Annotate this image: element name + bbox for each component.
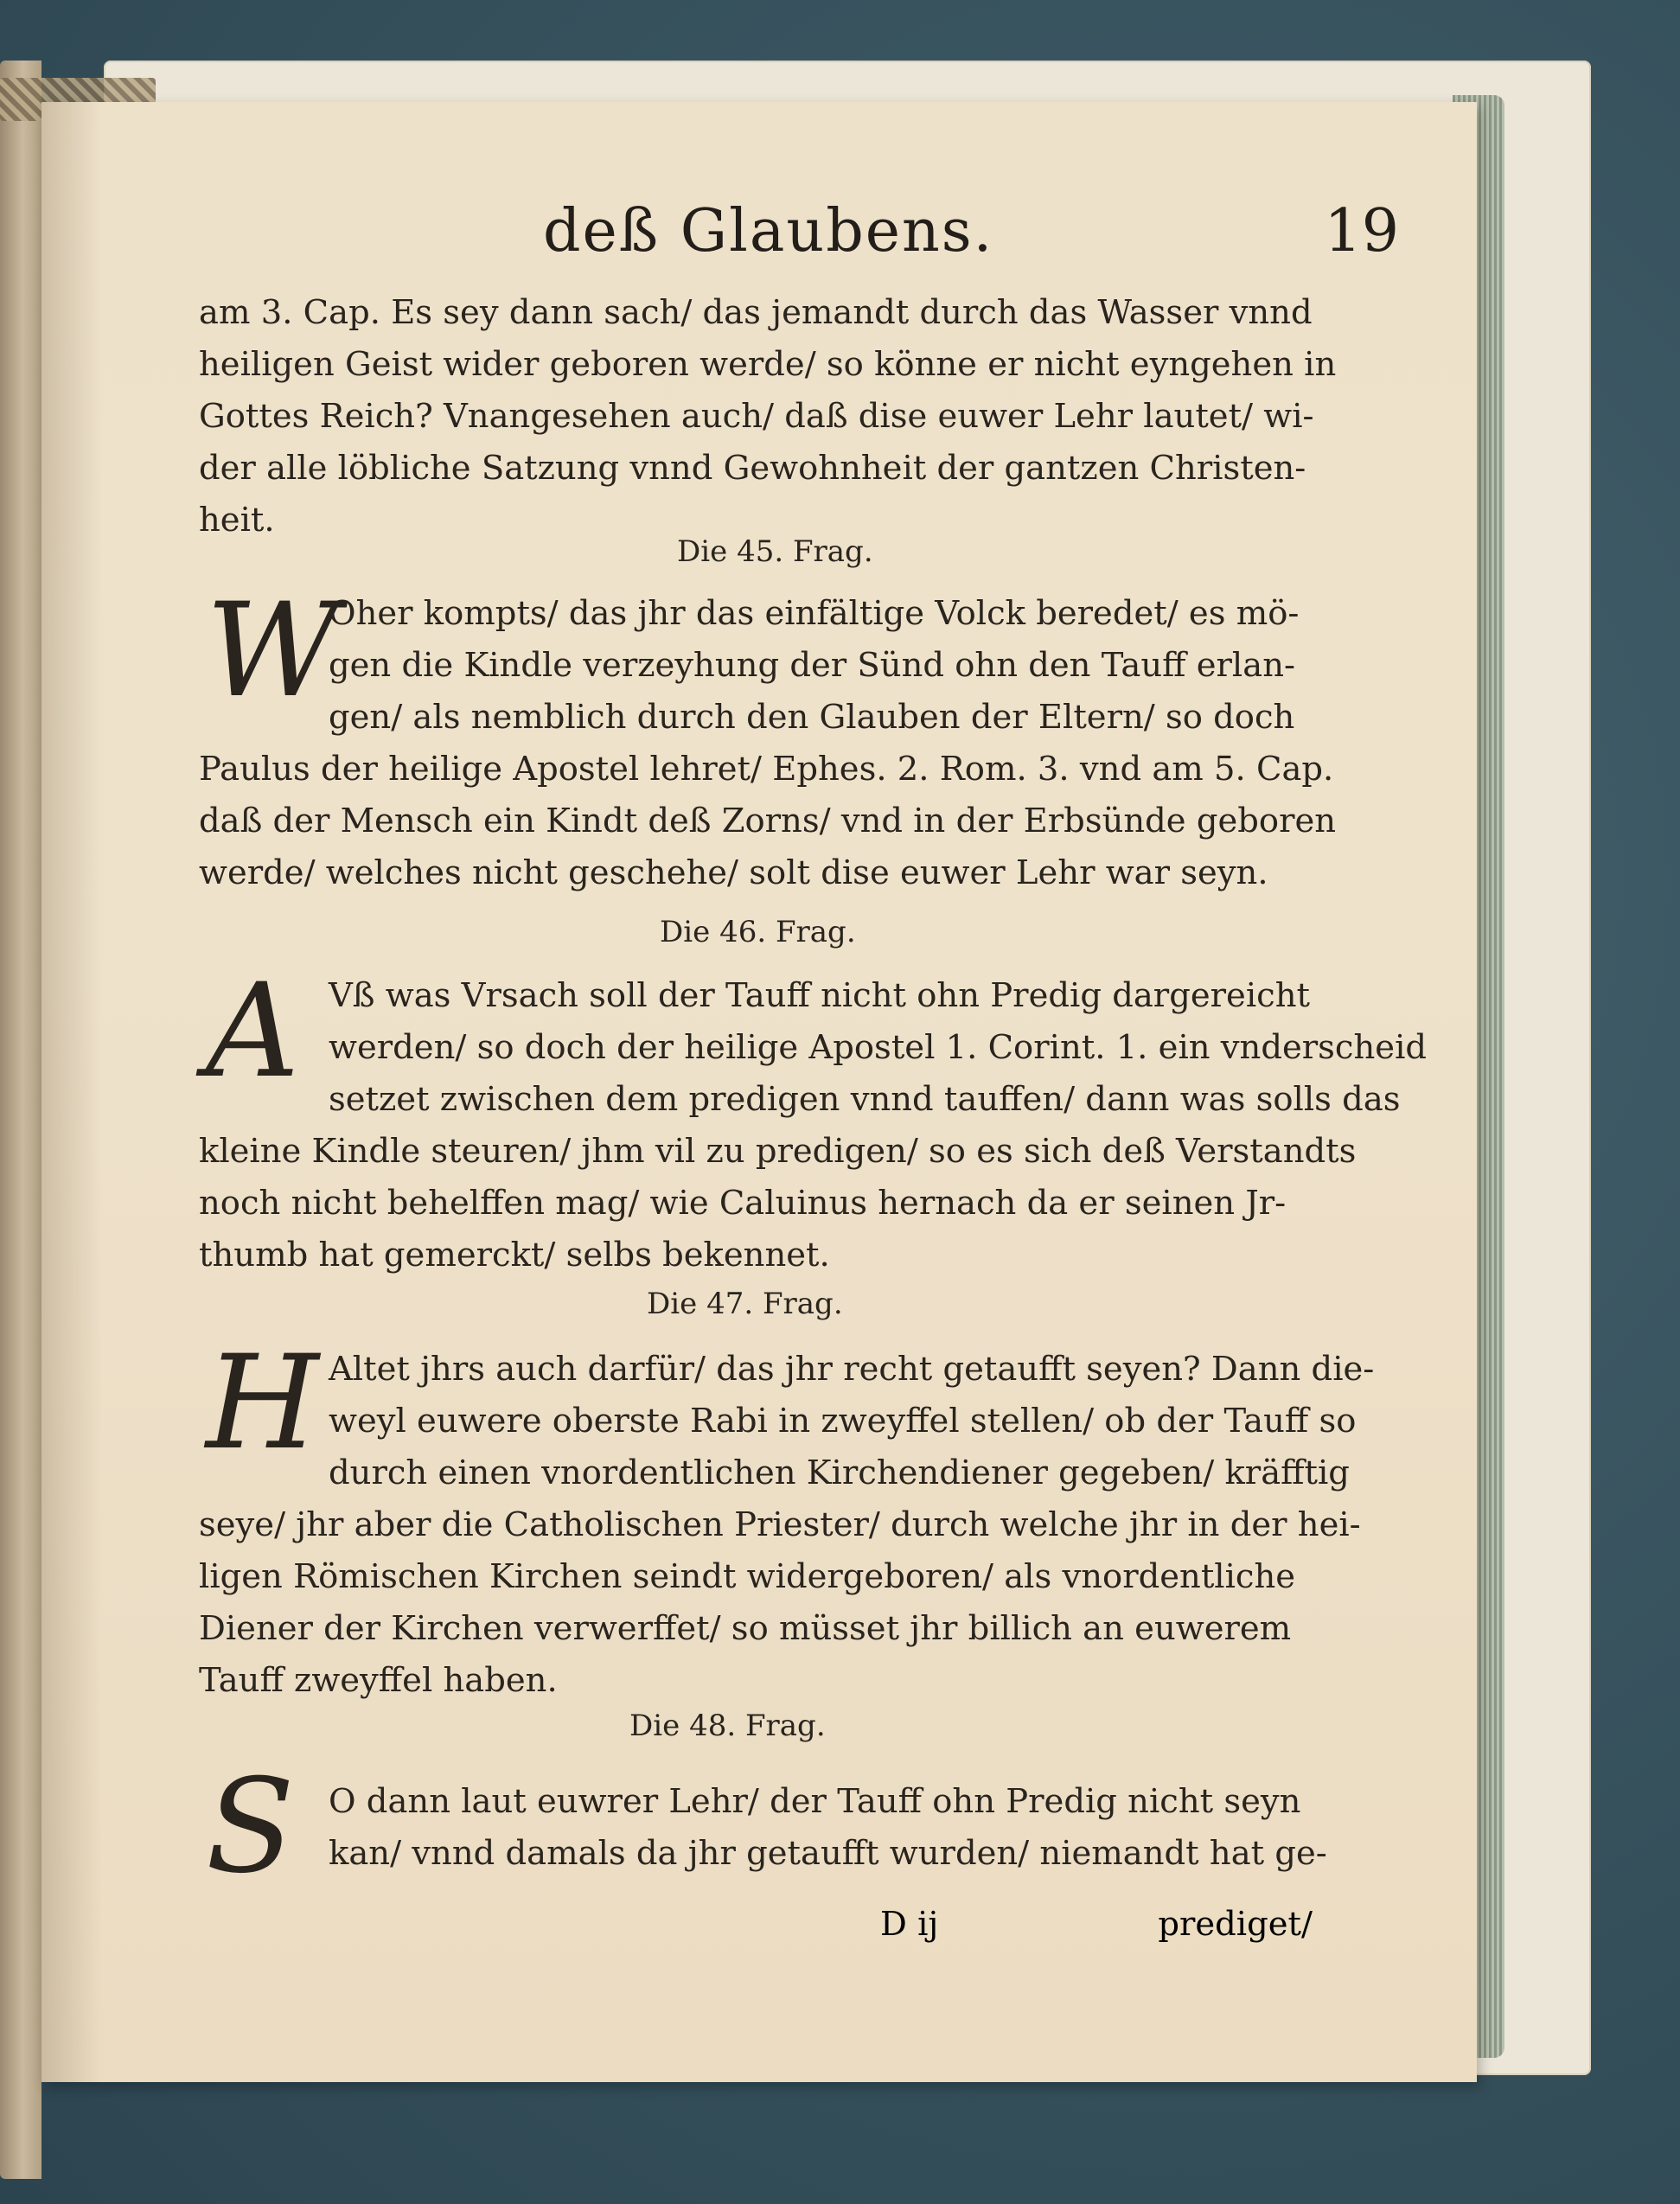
- drop-initial: H: [206, 1328, 319, 1479]
- text-line: seye/ jhr aber die Catholischen Priester/ durch welche jhr in der hei-: [199, 1505, 1361, 1544]
- text-line: setzet zwischen dem predigen vnnd tauffen/ dann was solls das: [329, 1080, 1401, 1119]
- text-line: weyl euwere oberste Rabi in zweyffel stellen/ ob der Tauff so: [329, 1402, 1357, 1441]
- text-line: ligen Römischen Kirchen seindt widergeboren/ als vnordentliche: [199, 1557, 1296, 1596]
- text-line: heiligen Geist wider geboren werde/ so könne er nicht eyngehen in: [199, 345, 1337, 384]
- text-line: am 3. Cap. Es sey dann sach/ das jemandt durch das Wasser vnnd: [199, 293, 1313, 332]
- section-paragraph: [199, 576, 1375, 899]
- text-line: O dann laut euwrer Lehr/ der Tauff ohn Predig nicht seyn: [329, 1782, 1301, 1821]
- text-line: Oher kompts/ das jhr das einfältige Volck beredet/ es mö-: [329, 594, 1300, 633]
- signature-mark: D ij: [880, 1905, 939, 1944]
- text-line: Vß was Vrsach soll der Tauff nicht ohn Predig dargereicht: [329, 976, 1310, 1015]
- text-line: der alle löbliche Satzung vnnd Gewohnheit der gantzen Christen-: [199, 449, 1306, 488]
- text-line: Gottes Reich? Vnangesehen auch/ daß dise euwer Lehr lautet/ wi-: [199, 397, 1314, 436]
- page-number: 19: [1324, 197, 1399, 265]
- section-heading: Die 48. Frag.: [629, 1709, 826, 1743]
- section-paragraph: [199, 1776, 1375, 1880]
- text-line: thumb hat gemerckt/ selbs bekennet.: [199, 1236, 830, 1274]
- section-heading: Die 47. Frag.: [647, 1287, 843, 1321]
- text-line: kan/ vnnd damals da jhr getaufft wurden/ niemandt hat ge-: [329, 1834, 1327, 1873]
- text-line: daß der Mensch ein Kindt deß Zorns/ vnd in der Erbsünde geboren: [199, 802, 1337, 840]
- text-line: Diener der Kirchen verwerffet/ so müsset jhr billich an euwerem: [199, 1609, 1292, 1648]
- section-heading: Die 45. Frag.: [677, 534, 873, 569]
- text-line: werden/ so doch der heilige Apostel 1. Corint. 1. ein vnderscheid: [329, 1028, 1428, 1067]
- drop-initial: S: [206, 1752, 295, 1902]
- section-paragraph: [199, 1344, 1375, 1707]
- drop-initial: W: [206, 576, 340, 726]
- section-paragraph: [199, 970, 1428, 1281]
- text-line: durch einen vnordentlichen Kirchendiener gegeben/ kräfftig: [329, 1453, 1350, 1492]
- text-line: gen/ als nemblich durch den Glauben der Eltern/ so doch: [329, 698, 1295, 737]
- drop-initial: A: [206, 956, 300, 1107]
- text-line: Paulus der heilige Apostel lehret/ Ephes. 2. Rom. 3. vnd am 5. Cap.: [199, 750, 1334, 789]
- text-line: heit.: [199, 501, 275, 540]
- running-title: deß Glaubens.: [543, 197, 994, 265]
- text-line: werde/ welches nicht geschehe/ solt dise euwer Lehr war seyn.: [199, 853, 1268, 892]
- text-line: kleine Kindle steuren/ jhm vil zu predigen/ so es sich deß Verstandts: [199, 1132, 1357, 1171]
- catchword: prediget/: [1158, 1905, 1313, 1944]
- text-line: gen die Kindle verzeyhung der Sünd ohn den Tauff erlan-: [329, 646, 1296, 685]
- text-line: Tauff zweyffel haben.: [199, 1661, 558, 1700]
- text-line: Altet jhrs auch darfür/ das jhr recht getaufft seyen? Dann die-: [329, 1350, 1375, 1389]
- opening-paragraph: [199, 287, 1375, 546]
- text-line: noch nicht behelffen mag/ wie Caluinus hernach da er seinen Jr-: [199, 1184, 1287, 1223]
- footer-line: [837, 1905, 1356, 1957]
- section-heading: Die 46. Frag.: [660, 915, 856, 949]
- book-page: [42, 102, 1477, 2082]
- book-spine: [0, 61, 42, 2179]
- running-head: [543, 197, 1408, 275]
